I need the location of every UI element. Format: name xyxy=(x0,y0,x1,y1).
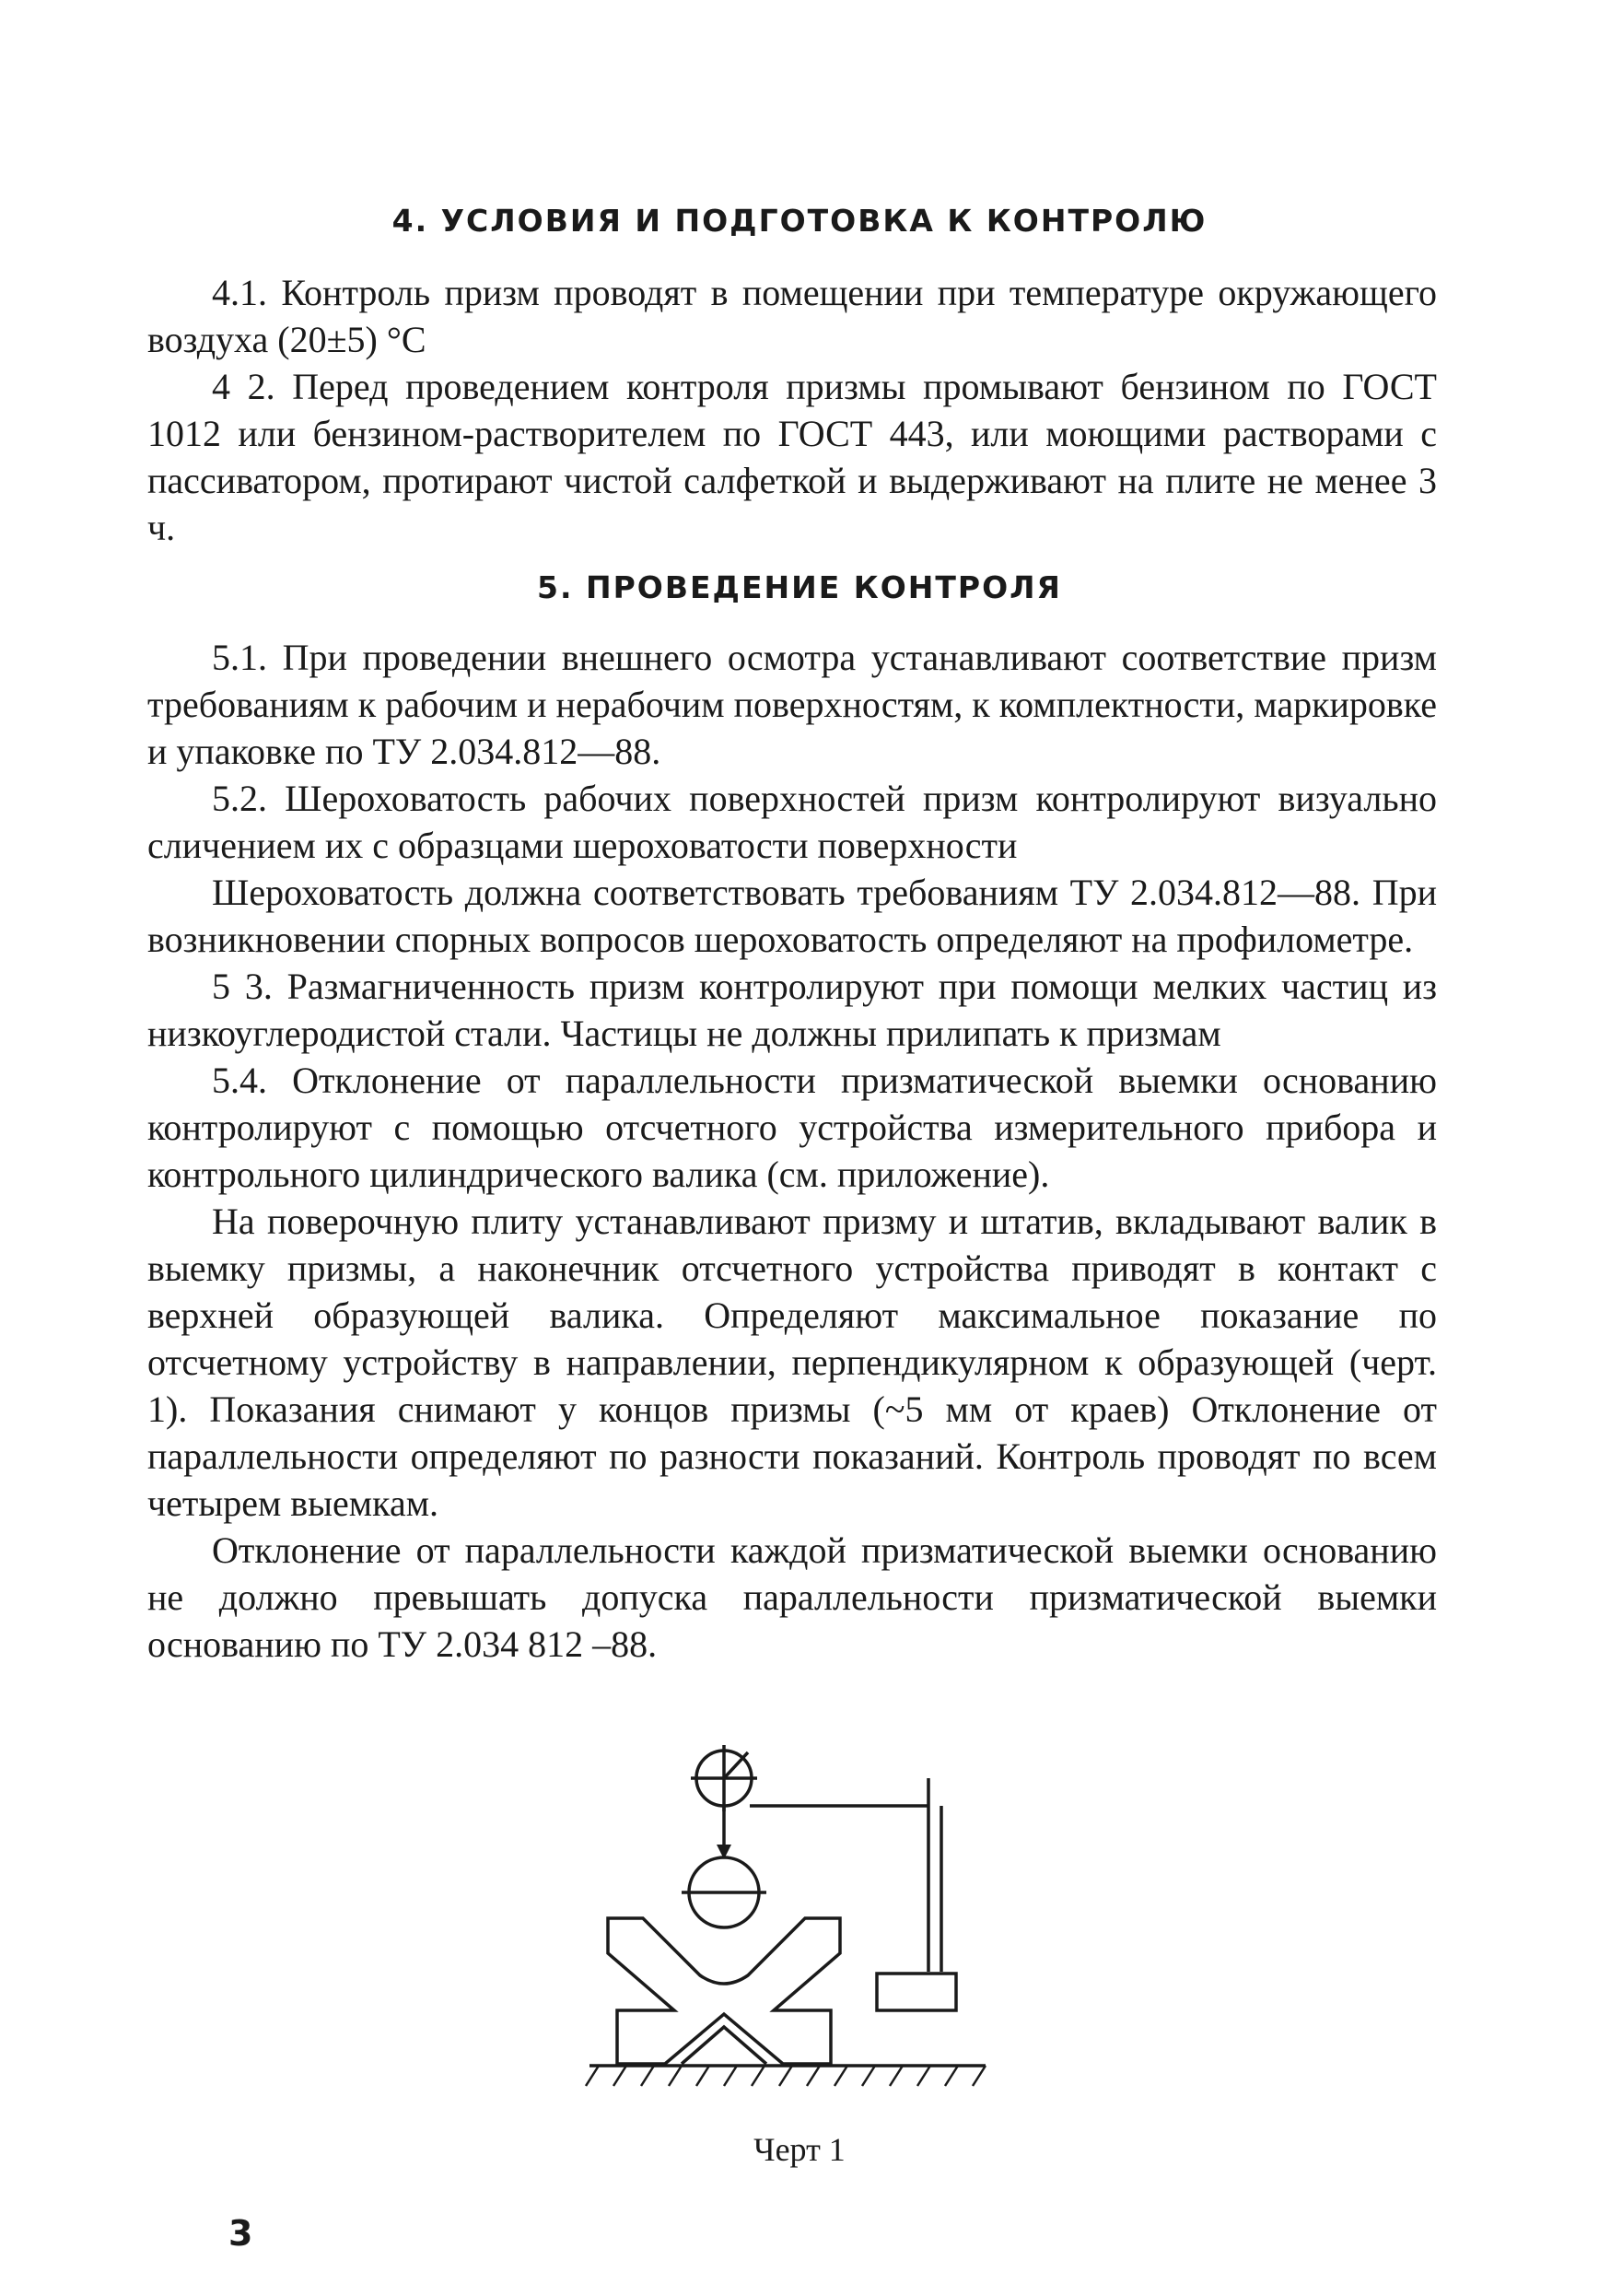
prism-measurement-diagram xyxy=(543,1741,1022,2147)
paragraph-4-2: 4 2. Перед проведением контроля призмы промывают бензином по ГОСТ 1012 или бензином-растворителем по ГОСТ 443, или моющими растворами с пассиватором, протирают чистой салфеткой и выдерживают на плите не менее 3 ч. xyxy=(147,366,1437,548)
section-4-heading: 4. УСЛОВИЯ И ПОДГОТОВКА К КОНТРОЛЮ xyxy=(391,203,1208,239)
plate-hatching xyxy=(586,2066,986,2086)
stand-base xyxy=(877,1974,956,2010)
paragraph-5-2-cont: Шероховатость должна соответствовать требованиям ТУ 2.034.812—88. При возникновении спорных вопросов шероховатость определяют на профилометре. xyxy=(147,872,1437,960)
paragraph-5-4-tolerance: Отклонение от параллельности каждой призматической выемки основанию не должно превышать допуска параллельности призматической выемки основанию по ТУ 2.034 812 –88. xyxy=(147,1529,1437,1665)
figure-caption: Черт 1 xyxy=(753,2131,846,2168)
section-5-heading: 5. ПРОВЕДЕНИЕ КОНТРОЛЯ xyxy=(537,569,1062,605)
section-4-body xyxy=(147,269,1437,551)
section-5-body xyxy=(147,634,1437,1668)
paragraph-5-2: 5.2. Шероховатость рабочих поверхностей призм контролируют визуально сличением их с образцами шероховатости поверхности xyxy=(147,778,1437,866)
paragraph-5-1: 5.1. При проведении внешнего осмотра устанавливают соответствие призм требованиям к рабочим и нерабочим поверхностям, к комплектности, маркировке и упаковке по ТУ 2.034.812—88. xyxy=(147,637,1437,772)
prism-body xyxy=(608,1918,840,2064)
paragraph-4-1: 4.1. Контроль призм проводят в помещении при температуре окружающего воздуха (20±5) °С xyxy=(147,272,1437,360)
page-number: 3 xyxy=(228,2213,253,2254)
paragraph-5-4: 5.4. Отклонение от параллельности призматической выемки основанию контролируют с помощью отсчетного устройства измерительного прибора и контрольного цилиндрического валика (см. приложение). xyxy=(147,1060,1437,1195)
paragraph-5-3: 5 3. Размагниченность призм контролируют при помощи мелких частиц из низкоуглеродистой стали. Частицы не должны прилипать к призмам xyxy=(147,966,1437,1054)
paragraph-5-4-procedure: На поверочную плиту устанавливают призму и штатив, вкладывают валик в выемку призмы, а наконечник отсчетного устройства приводят в контакт с верхней образующей валика. Определяют максимальное показание по отсчетному устройству в направлении, перпендикулярном к образующей (черт. 1). Показания снимают у концов призмы (~5 мм от краев) Отклонение от параллельности определяют по разности показаний. Контроль проводят по всем четырем выемкам. xyxy=(147,1201,1437,1524)
